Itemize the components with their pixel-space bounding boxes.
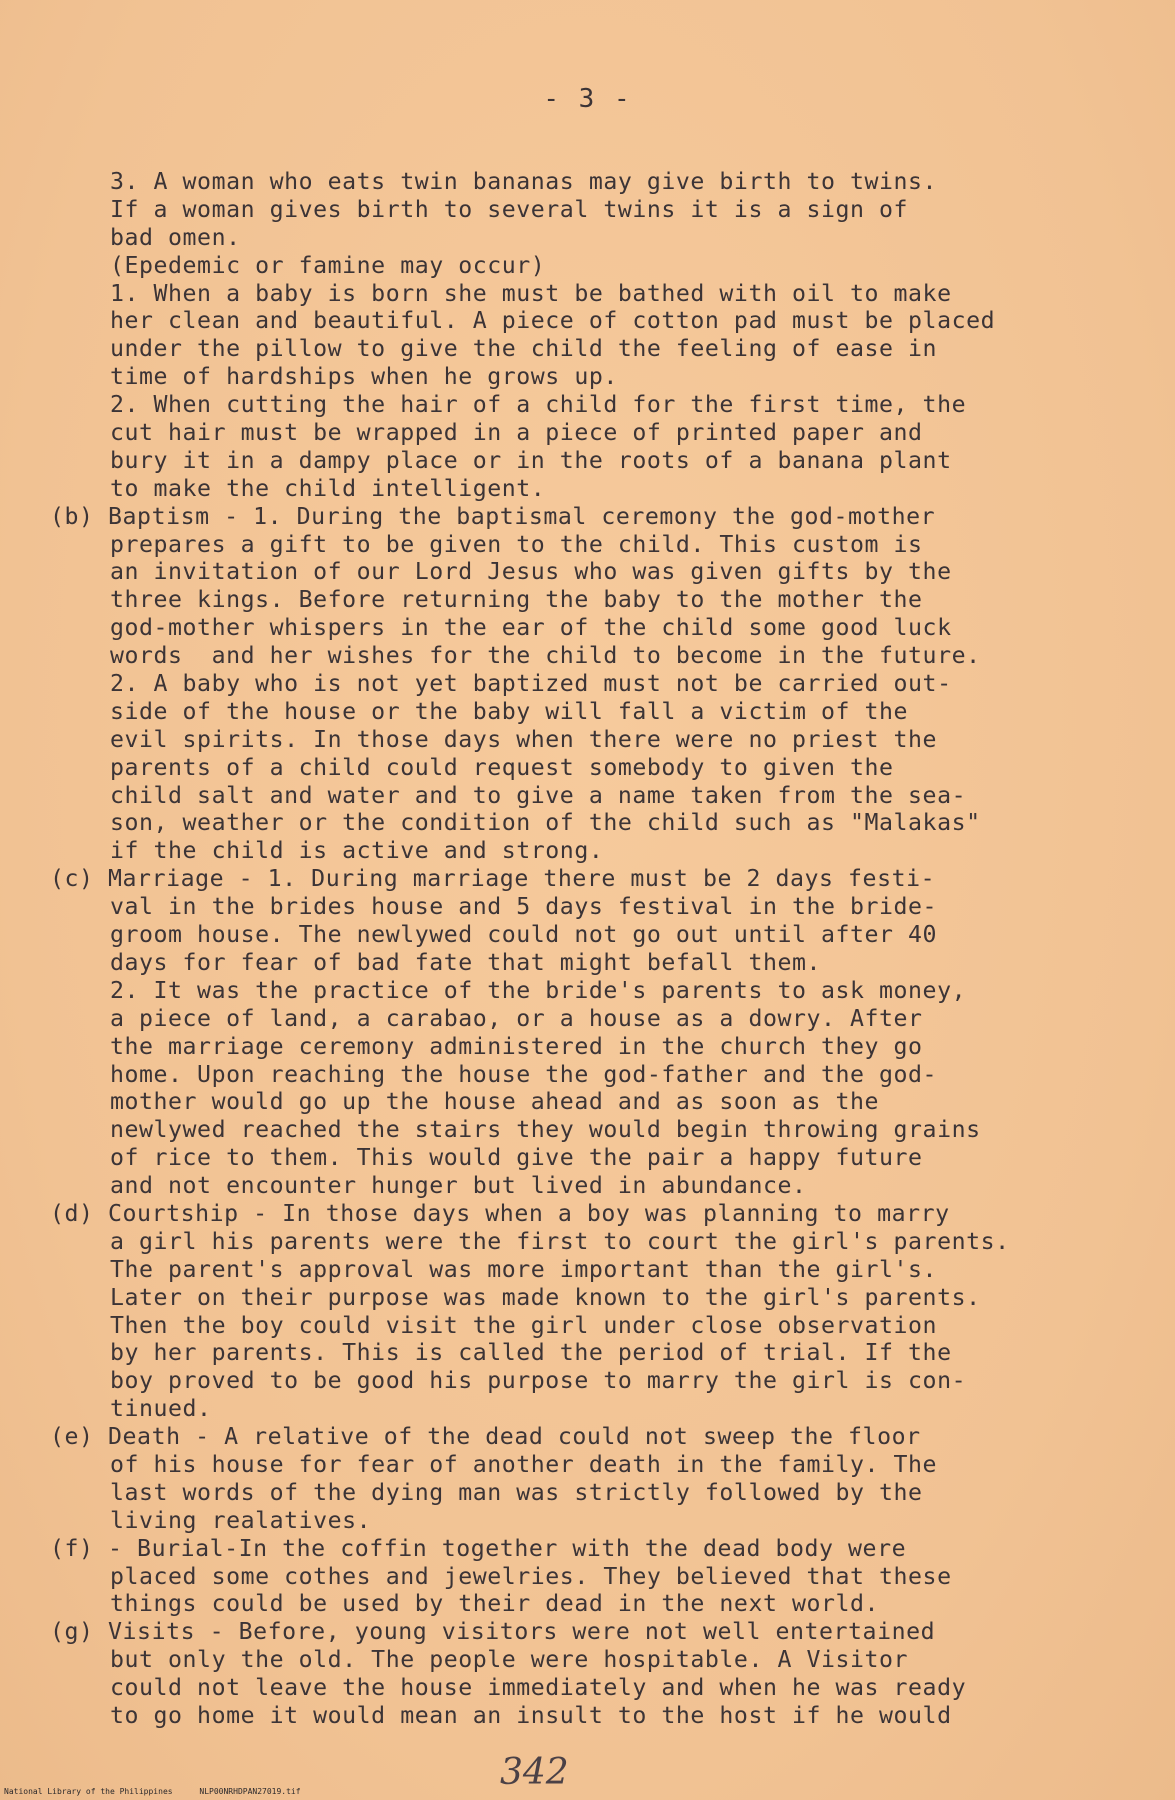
- section-heading-line: (b) Baptism - 1. During the baptismal ceremony the god-mother: [50, 502, 936, 530]
- text-line: 2. It was the practice of the bride's parents to ask money,: [110, 976, 967, 1004]
- text-line: bury it in a dampy place or in the roots of a banana plant: [110, 446, 952, 474]
- text-line: If a woman gives birth to several twins it is a sign of: [110, 195, 909, 223]
- text-line: side of the house or the baby will fall a victim of the: [110, 697, 909, 725]
- text-line: days for fear of bad fate that might befall them.: [110, 948, 821, 976]
- text-line: could not leave the house immediately and when he was ready: [110, 1674, 967, 1702]
- section-heading-line: (c) Marriage - 1. During marriage there must be 2 days festi-: [50, 865, 936, 893]
- text-line: The parent's approval was more important than the girl's.: [110, 1255, 938, 1283]
- text-line: god-mother whispers in the ear of the child some good luck: [110, 614, 952, 642]
- text-line: evil spirits. In those days when there were no priest the: [110, 725, 938, 753]
- text-line: Later on their purpose was made known to the girl's parents.: [110, 1283, 981, 1311]
- section-heading-line: (e) Death - A relative of the dead could not sweep the floor: [50, 1423, 921, 1451]
- footer-filename: NLP00NRHDPAN27019.tif: [199, 1787, 301, 1796]
- text-line: last words of the dying man was strictly followed by the: [110, 1478, 923, 1506]
- page-number: - 3 -: [543, 84, 632, 114]
- handwritten-page-number: 342: [500, 1752, 569, 1793]
- text-line: a girl his parents were the first to court the girl's parents.: [110, 1227, 1010, 1255]
- text-line: time of hardships when he grows up.: [110, 363, 618, 391]
- text-line: living realatives.: [110, 1506, 372, 1534]
- text-line: to go home it would mean an insult to the host if he would: [110, 1701, 952, 1729]
- text-line: but only the old. The people were hospitable. A Visitor: [110, 1646, 909, 1674]
- section-heading-line: (g) Visits - Before, young visitors were not well entertained: [50, 1618, 936, 1646]
- footer-library: National Library of the Philippines: [4, 1787, 173, 1796]
- text-line: under the pillow to give the child the feeling of ease in: [110, 335, 938, 363]
- text-line: 3. A woman who eats twin bananas may give birth to twins.: [110, 168, 938, 195]
- text-line: an invitation of our Lord Jesus who was given gifts by the: [110, 558, 952, 586]
- text-line: cut hair must be wrapped in a piece of printed paper and: [110, 419, 923, 447]
- text-line: of rice to them. This would give the pair a happy future: [110, 1144, 923, 1172]
- text-line: by her parents. This is called the period of trial. If the: [110, 1339, 952, 1367]
- section-heading-line: (d) Courtship - In those days when a boy was planning to marry: [50, 1199, 950, 1227]
- text-line: a piece of land, a carabao, or a house as a dowry. After: [110, 1004, 923, 1032]
- text-line: child salt and water and to give a name taken from the sea-: [110, 781, 967, 809]
- text-line: bad omen.: [110, 223, 241, 251]
- text-line: three kings. Before returning the baby to the mother the: [110, 586, 923, 614]
- text-line: Then the boy could visit the girl under close observation: [110, 1311, 938, 1339]
- text-line: 2. A baby who is not yet baptized must not be carried out-: [110, 670, 952, 698]
- text-line: home. Upon reaching the house the god-father and the god-: [110, 1060, 938, 1088]
- text-line: and not encounter hunger but lived in abundance.: [110, 1172, 807, 1200]
- text-line: to make the child intelligent.: [110, 474, 546, 502]
- text-line: the marriage ceremony administered in the church they go: [110, 1032, 923, 1060]
- text-line: of his house for fear of another death in the family. The: [110, 1450, 938, 1478]
- text-line: mother would go up the house ahead and as soon as the: [110, 1088, 880, 1116]
- text-line: 1. When a baby is born she must be bathed with oil to make: [110, 279, 952, 307]
- text-line: val in the brides house and 5 days festival in the bride-: [110, 893, 938, 921]
- text-line: 2. When cutting the hair of a child for the first time, the: [110, 391, 967, 419]
- text-line: words and her wishes for the child to become in the future.: [110, 642, 981, 670]
- document-body: [50, 168, 1140, 1730]
- text-line: boy proved to be good his purpose to marry the girl is con-: [110, 1367, 967, 1395]
- text-line: (Epedemic or famine may occur): [110, 251, 546, 279]
- text-line: parents of a child could request somebody to given the: [110, 753, 894, 781]
- section-heading-line: (f) - Burial-In the coffin together with the dead body were: [50, 1534, 907, 1562]
- text-line: things could be used by their dead in the next world.: [110, 1590, 880, 1618]
- text-line: son, weather or the condition of the child such as "Malakas": [110, 809, 981, 837]
- text-line: if the child is active and strong.: [110, 837, 604, 865]
- text-line: newlywed reached the stairs they would begin throwing grains: [110, 1116, 981, 1144]
- text-line: placed some cothes and jewelries. They believed that these: [110, 1562, 952, 1590]
- text-line: groom house. The newlywed could not go out until after 40: [110, 921, 938, 949]
- text-line: her clean and beautiful. A piece of cotton pad must be placed: [110, 307, 996, 335]
- text-line: prepares a gift to be given to the child. This custom is: [110, 530, 923, 558]
- archive-footer: [4, 1787, 301, 1796]
- text-line: tinued.: [110, 1395, 212, 1423]
